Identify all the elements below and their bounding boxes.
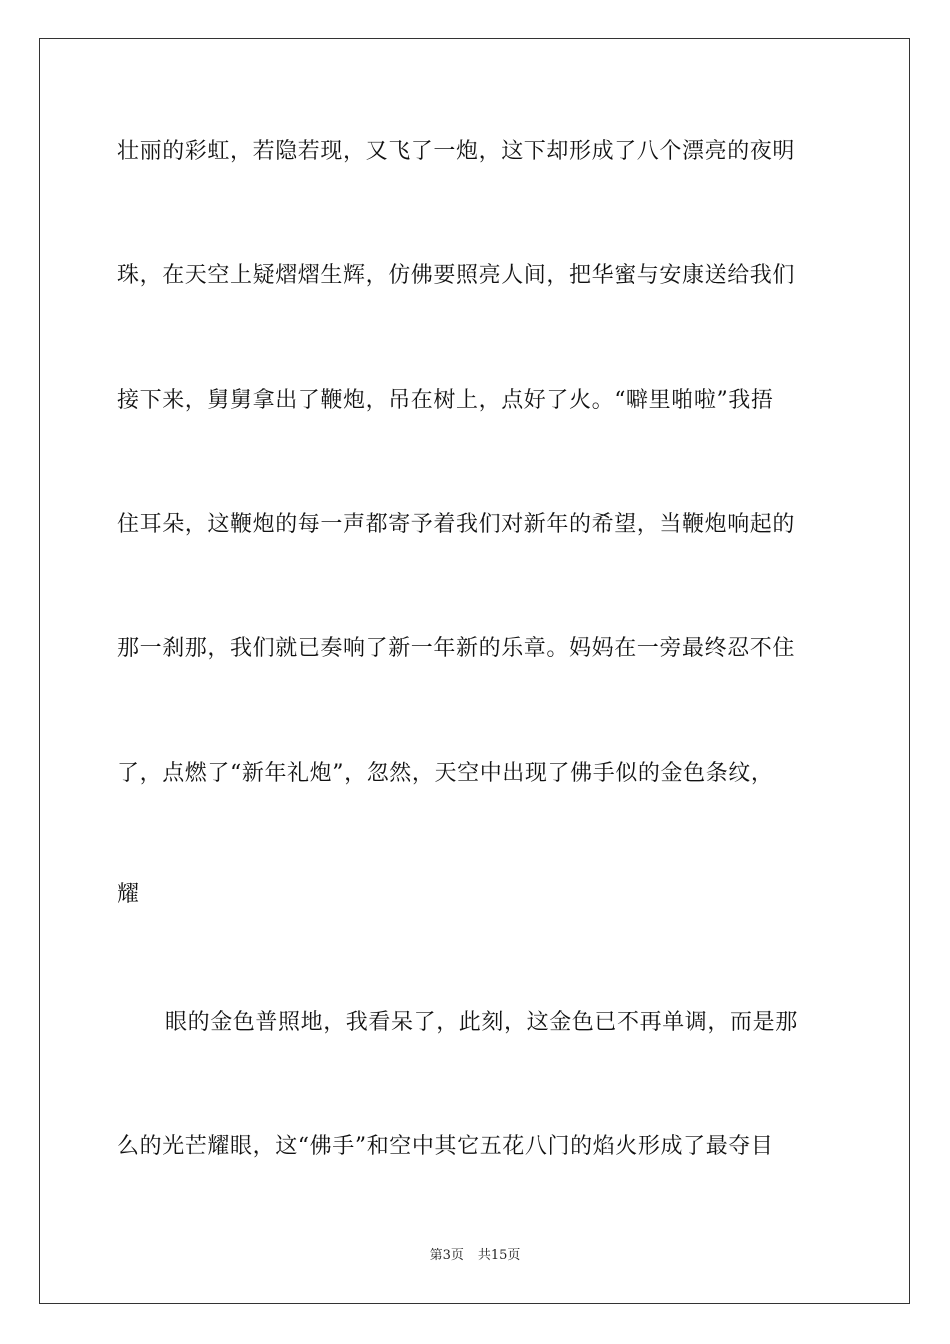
text-line-8: 眼的金色普照地，我看呆了，此刻，这金色已不再单调，而是那	[165, 1010, 798, 1035]
total-pages: 共15页	[477, 1248, 521, 1263]
page-footer	[0, 1247, 950, 1265]
text-line-4: 住耳朵，这鞭炮的每一声都寄予着我们对新年的希望，当鞭炮响起的	[117, 512, 796, 537]
page-border	[39, 38, 910, 1304]
text-line-2: 珠，在天空上疑熠熠生辉，仿佛要照亮人间，把华蜜与安康送给我们	[117, 263, 796, 288]
text-line-3: 接下来，舅舅拿出了鞭炮，吊在树上，点好了火。“噼里啪啦”我捂	[117, 388, 774, 413]
page-number: 第3页	[429, 1248, 464, 1263]
text-line-9: 么的光芒耀眼，这“佛手”和空中其它五花八门的焰火形成了最夺目	[117, 1134, 774, 1159]
text-line-6: 了，点燃了“新年礼炮”，忽然，天空中出现了佛手似的金色条纹，	[117, 761, 774, 786]
text-line-5: 那一刹那，我们就已奏响了新一年新的乐章。妈妈在一旁最终忍不住	[117, 636, 796, 661]
text-line-7: 耀	[117, 882, 140, 907]
text-line-1: 壮丽的彩虹，若隐若现，又飞了一炮，这下却形成了八个漂亮的夜明	[117, 139, 796, 164]
